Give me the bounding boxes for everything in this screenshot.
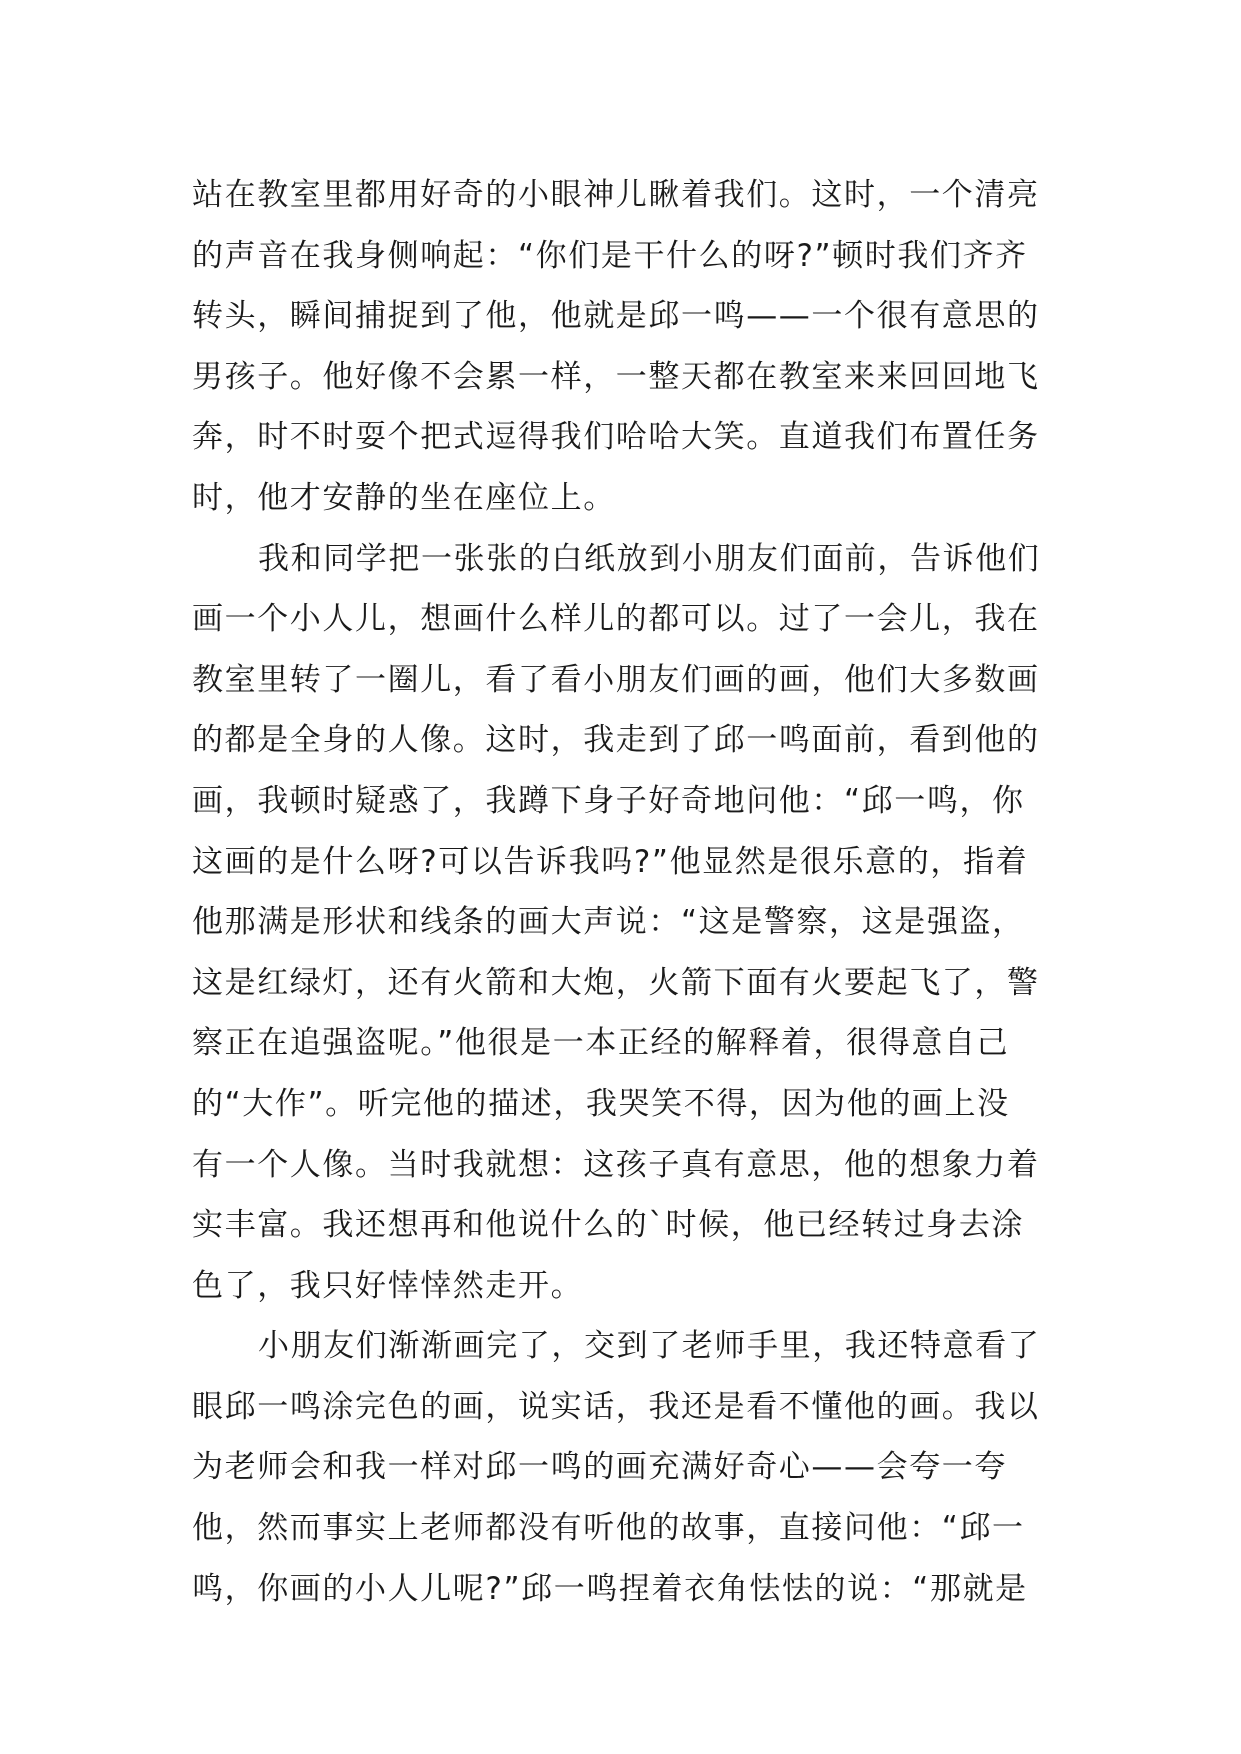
text-line: 他，然而事实上老师都没有听他的故事，直接问他：“邱一 bbox=[192, 1510, 1025, 1547]
text-line: 色了，我只好悻悻然走开。 bbox=[192, 1267, 584, 1304]
text-line: 这是红绿灯，还有火箭和大炮，火箭下面有火要起飞了，警 bbox=[192, 964, 1040, 1001]
text-line: 的声音在我身侧响起：“你们是干什么的呀?”顿时我们齐齐 bbox=[192, 237, 1028, 274]
text-line: 鸣，你画的小人儿呢?”邱一鸣捏着衣角怯怯的说：“那就是 bbox=[192, 1570, 1028, 1607]
text-line: 察正在追强盗呢。”他很是一本正经的解释着，很得意自己 bbox=[192, 1025, 1010, 1062]
text-line: 他那满是形状和线条的画大声说：“这是警察，这是强盗， bbox=[192, 904, 1025, 941]
text-line: 奔，时不时耍个把式逗得我们哈哈大笑。直道我们布置任务 bbox=[192, 419, 1040, 456]
text-line: 的都是全身的人像。这时，我走到了邱一鸣面前，看到他的 bbox=[192, 722, 1040, 759]
text-line: 教室里转了一圈儿，看了看小朋友们画的画，他们大多数画 bbox=[192, 661, 1040, 698]
text-line: 时，他才安静的坐在座位上。 bbox=[192, 479, 616, 516]
text-line: 画一个小人儿，想画什么样儿的都可以。过了一会儿，我在 bbox=[192, 601, 1040, 638]
text-line: 的“大作”。听完他的描述，我哭笑不得，因为他的画上没 bbox=[192, 1085, 1010, 1122]
text-line: 为老师会和我一样对邱一鸣的画充满好奇心——会夸一夸 bbox=[192, 1449, 1007, 1486]
text-line: 转头，瞬间捕捉到了他，他就是邱一鸣——一个很有意思的 bbox=[192, 298, 1040, 335]
text-line: 眼邱一鸣涂完色的画，说实话，我还是看不懂他的画。我以 bbox=[192, 1388, 1040, 1425]
paragraph-first-line: 我和同学把一张张的白纸放到小朋友们面前，告诉他们 bbox=[258, 540, 1041, 577]
text-line: 画，我顿时疑惑了，我蹲下身子好奇地问他：“邱一鸣，你 bbox=[192, 782, 1025, 819]
text-line: 这画的是什么呀?可以告诉我吗?”他显然是很乐意的，指着 bbox=[192, 843, 1029, 880]
text-line: 站在教室里都用好奇的小眼神儿瞅着我们。这时，一个清亮 bbox=[192, 177, 1040, 213]
text-line: 实丰富。我还想再和他说什么的`时候，他已经转过身去涂 bbox=[192, 1207, 1025, 1244]
paragraph-first-line: 小朋友们渐渐画完了，交到了老师手里，我还特意看了 bbox=[258, 1328, 1041, 1365]
document-body bbox=[192, 165, 1052, 1619]
text-line: 男孩子。他好像不会累一样，一整天都在教室来来回回地飞 bbox=[192, 358, 1040, 395]
text-line: 有一个人像。当时我就想：这孩子真有意思，他的想象力着 bbox=[192, 1146, 1040, 1183]
